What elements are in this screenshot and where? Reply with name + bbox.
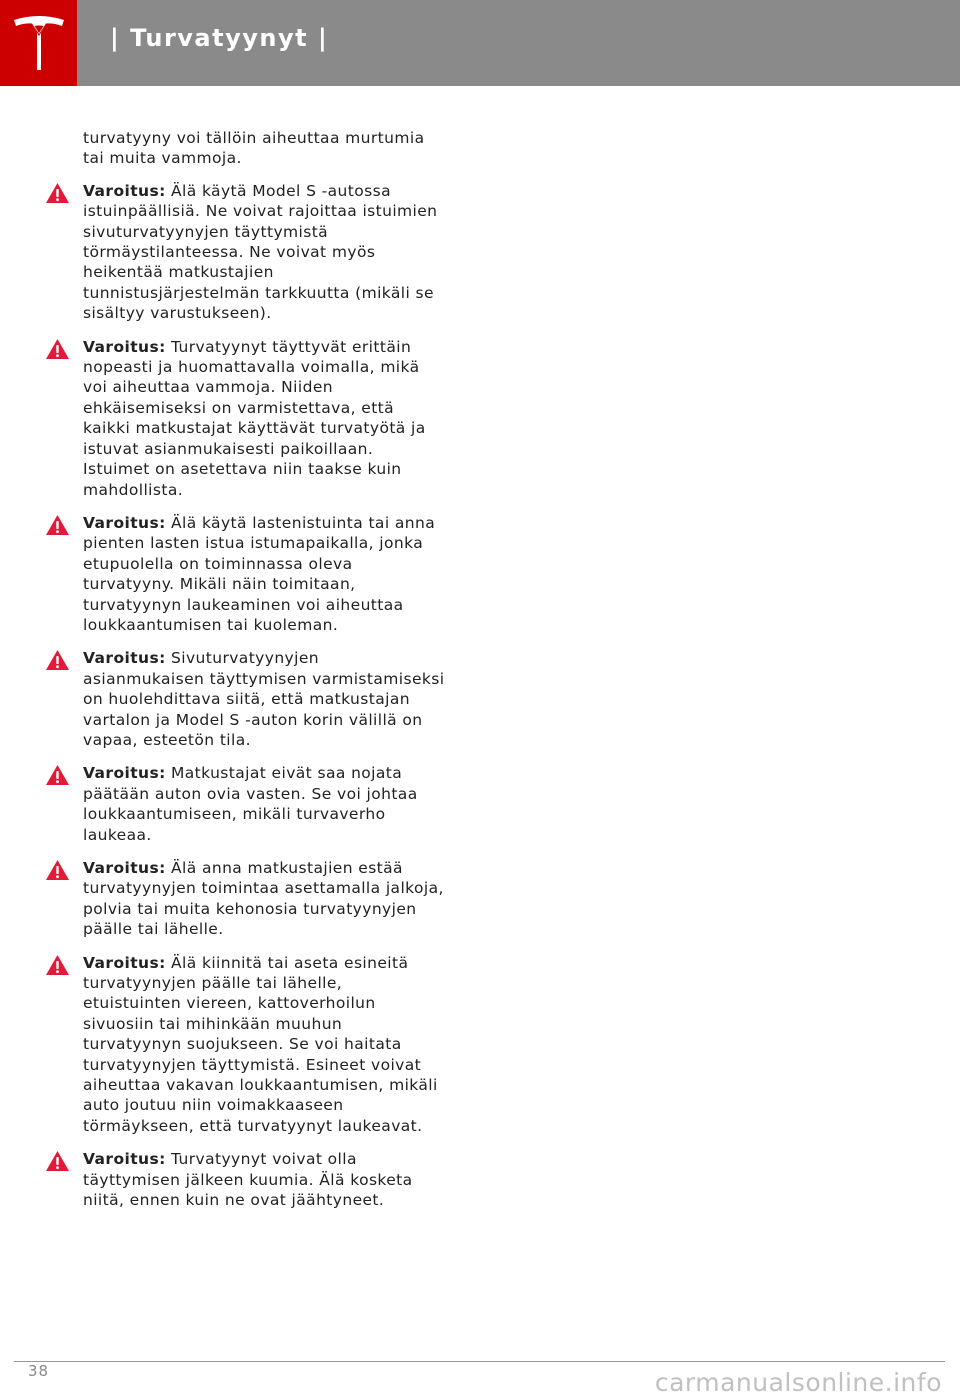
intro-paragraph: turvatyyny voi tällöin aiheuttaa murtumia tai muita vammoja. (83, 129, 425, 168)
site-watermark: carmanualsonline.info (654, 1368, 942, 1397)
warning-label: Varoitus: (83, 649, 166, 668)
tesla-logo-icon (12, 14, 66, 72)
warnings-list (45, 181, 445, 1211)
tesla-logo (0, 0, 77, 86)
warning-label: Varoitus: (83, 953, 166, 972)
warning-text: Älä kiinnitä tai aseta esineitä turvatyynyjen päälle tai lähelle, etuistuinten viereen, kattoverhoilun sivuosiin tai mihinkään muuhun turvatyynyn suojukseen. Se voi haitata turvatyynyjen täyttymistä. Esineet voivat aiheuttaa vakavan loukkaantumisen, mikäli auto joutuu niin voimakkaaseen törmäykseen, että turvatyynyt laukeavat. (83, 953, 438, 1135)
warning-label: Varoitus: (83, 764, 166, 783)
warning-triangle-icon (45, 859, 70, 881)
warning-item (45, 1149, 445, 1210)
content-column (45, 128, 445, 1224)
warning-label: Varoitus: (83, 859, 166, 877)
warning-label: Varoitus: (83, 1150, 166, 1169)
warning-item (45, 648, 445, 750)
warning-text: Turvatyynyt täyttyvät erittäin nopeasti ja huomattavalla voimalla, mikä voi aiheuttaa vammoja. Niiden ehkäisemiseksi on varmistettava, että kaikki matkustajat käyttävät turvatyötä ja istuvat asianmukaisesti paikoillaan. Istuimet on asetettava niin taakse kuin mahdollista. (83, 337, 426, 499)
warning-item (45, 181, 445, 324)
warning-item (45, 953, 445, 1137)
warning-item (45, 513, 445, 635)
warning-item (45, 763, 445, 845)
warning-triangle-icon (45, 338, 70, 360)
footer-divider (14, 1361, 945, 1362)
warning-text: Turvatyynyt voivat olla täyttymisen jälkeen kuumia. Älä kosketa niitä, ennen kuin ne ovat jäähtyneet. (83, 1150, 413, 1210)
warning-text: Sivuturvatyynyjen asianmukaisen täyttymisen varmistamiseksi on huolehdittava siitä, että matkustajan vartalon ja Model S -auton korin välillä on vapaa, esteetön tila. (83, 649, 445, 749)
warning-text: Älä anna matkustajien estää turvatyynyjen toimintaa asettamalla jalkoja, polvia tai muita kehonosia turvatyynyjen päälle tai lähelle. (83, 859, 444, 939)
warning-label: Varoitus: (83, 181, 166, 200)
warning-triangle-icon (45, 649, 70, 671)
warning-text: Älä käytä lastenistuinta tai anna pienten lasten istua istumapaikalla, jonka etupuolella on toiminnassa oleva turvatyyny. Mikäli näin toimitaan, turvatyynyn laukeaminen voi aiheuttaa loukkaantumisen tai kuoleman. (83, 513, 436, 634)
warning-label: Varoitus: (83, 337, 166, 356)
warning-triangle-icon (45, 954, 70, 976)
page-header (0, 0, 960, 86)
section-title: | Turvatyynyt | (110, 24, 329, 52)
warning-item (45, 858, 445, 940)
warning-triangle-icon (45, 764, 70, 786)
warning-triangle-icon (45, 1150, 70, 1172)
warning-label: Varoitus: (83, 513, 166, 532)
warning-item (45, 337, 445, 500)
warning-triangle-icon (45, 514, 70, 536)
page-number: 38 (28, 1362, 50, 1380)
warning-text: Matkustajat eivät saa nojata päätään auton ovia vasten. Se voi johtaa loukkaantumiseen, mikäli turvaverho laukeaa. (83, 764, 418, 844)
warning-text: Älä käytä Model S -autossa istuinpäällisiä. Ne voivat rajoittaa istuimien sivuturvatyynyjen täyttymistä törmäystilanteessa. Ne voivat myös heikentää matkustajien tunnistusjärjestelmän tarkkuutta (mikäli se sisältyy varustukseen). (83, 181, 438, 323)
warning-triangle-icon (45, 182, 70, 204)
